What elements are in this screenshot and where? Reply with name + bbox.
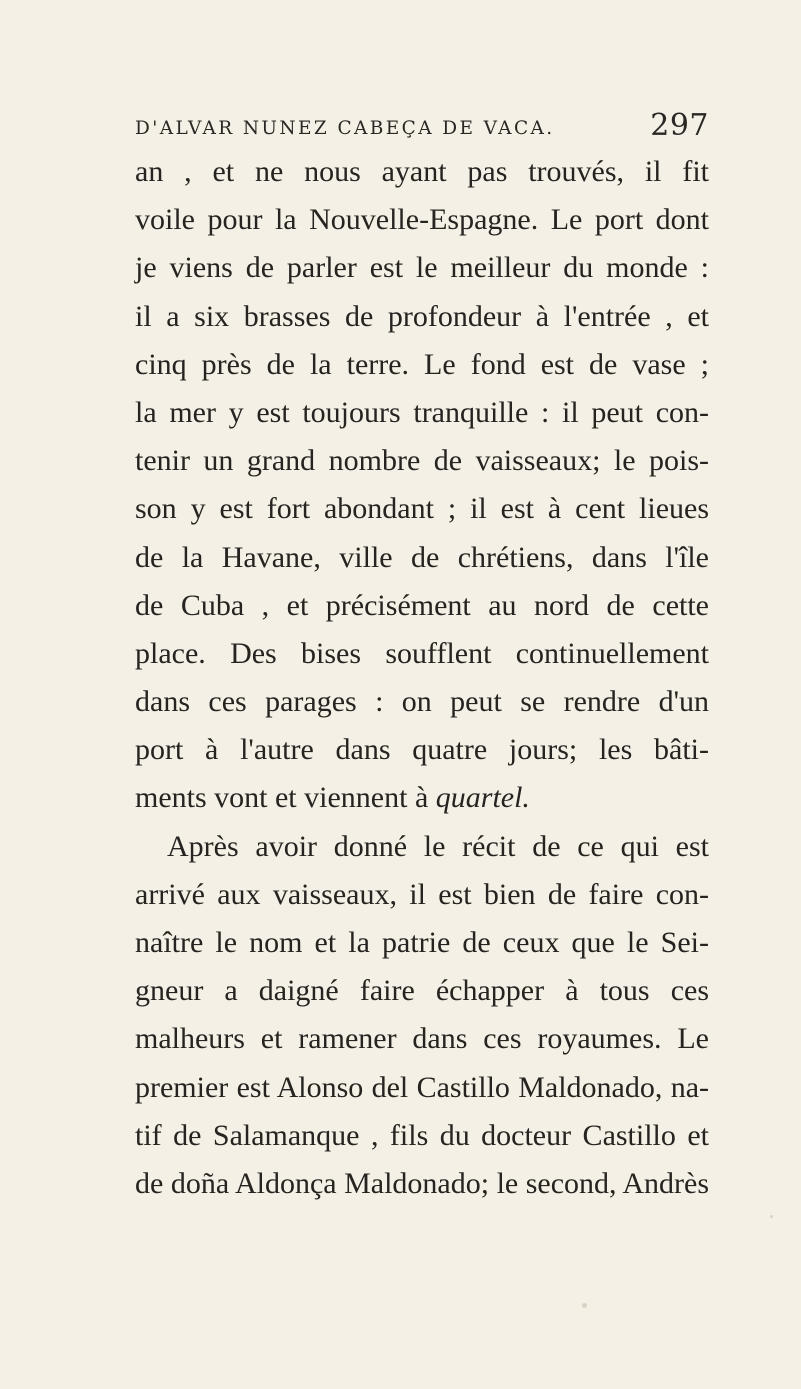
italic-word: quartel.	[435, 781, 530, 815]
text-line: il a six brasses de profondeur à l'entrée , et	[135, 299, 709, 333]
text-line-paragraph-end	[135, 774, 709, 822]
running-head	[135, 108, 709, 148]
text-line: malheurs et ramener dans ces royaumes. Le	[135, 1022, 709, 1056]
text-line: an , et ne nous ayant pas trouvés, il fit	[135, 155, 709, 188]
text-line: cinq près de la terre. Le fond est de vase ;	[135, 347, 709, 381]
text-line-start: ments vont et viennent à	[135, 781, 429, 815]
text-line: je viens de parler est le meilleur du monde :	[135, 251, 709, 285]
text-line: tenir un grand nombre de vaisseaux; le pois-	[135, 444, 709, 478]
text-line: de la Havane, ville de chrétiens, dans l'île	[135, 540, 709, 574]
text-line: dans ces parages : on peut se rendre d'un	[135, 685, 709, 719]
text-line: son y est fort abondant ; il est à cent lieues	[135, 492, 709, 526]
paper-speck	[582, 1303, 587, 1308]
text-line: premier est Alonso del Castillo Maldonado, na-	[135, 1070, 709, 1104]
running-title: D'ALVAR NUNEZ CABEÇA DE VACA.	[135, 118, 555, 139]
text-line: arrivé aux vaisseaux, il est bien de faire con-	[135, 877, 709, 911]
page-number: 297	[650, 108, 709, 143]
text-line: tif de Salamanque , fils du docteur Castillo et	[135, 1118, 709, 1152]
text-line: port à l'autre dans quatre jours; les bâti-	[135, 733, 709, 767]
text-line: voile pour la Nouvelle-Espagne. Le port dont	[135, 203, 709, 237]
body-text	[135, 148, 709, 1208]
text-line-paragraph-start: Après avoir donné le récit de ce qui est	[167, 829, 709, 863]
text-line: place. Des bises soufflent continuellement	[135, 636, 709, 670]
text-line: la mer y est toujours tranquille : il peut con-	[135, 395, 709, 429]
text-line: de Cuba , et précisément au nord de cette	[135, 588, 709, 622]
text-line: de doña Aldonça Maldonado; le second, Andrès	[135, 1166, 710, 1200]
text-line: gneur a daigné faire échapper à tous ces	[135, 974, 709, 1008]
paper-speck	[770, 1215, 773, 1218]
text-line: naître le nom et la patrie de ceux que le Sei-	[135, 926, 709, 959]
